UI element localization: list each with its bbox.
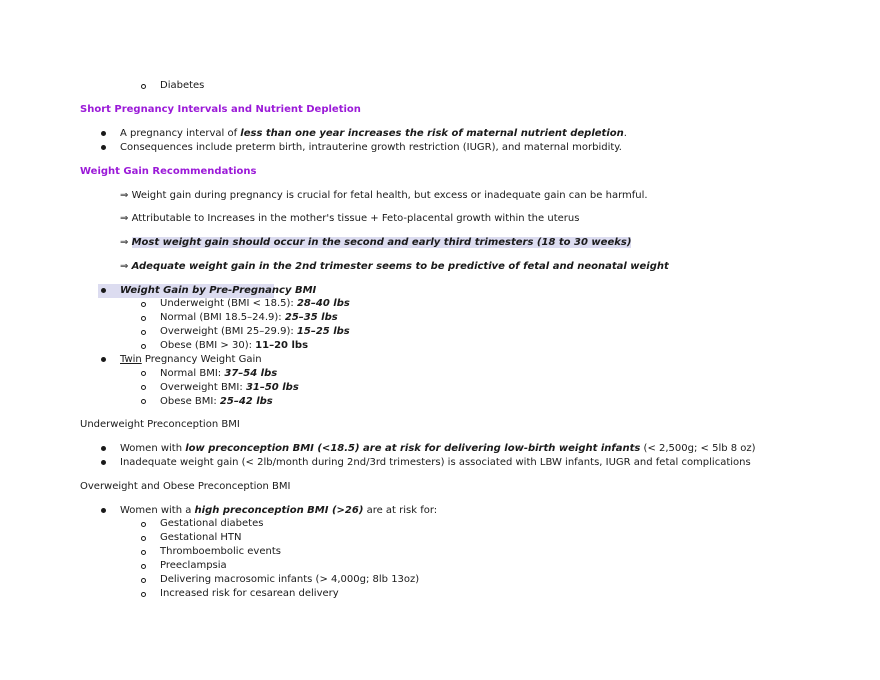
section-heading-intervals: Short Pregnancy Intervals and Nutrient Depletion	[80, 104, 361, 115]
list-item: Obese (BMI > 30): 11–20 lbs	[160, 340, 309, 351]
circle-bullet-icon	[141, 84, 146, 89]
list-item: Consequences include preterm birth, intrauterine growth restriction (IUGR), and maternal morbidity.	[120, 142, 622, 153]
list-item: Overweight (BMI 25–29.9): 15–25 lbs	[160, 326, 350, 337]
section-heading-underweight: Underweight Preconception BMI	[80, 419, 240, 430]
arrow-paragraph: ⇒ Most weight gain should occur in the second and early third trimesters (18 to 30 weeks)	[120, 237, 632, 248]
list-item: Inadequate weight gain (< 2lb/month during 2nd/3rd trimesters) is associated with LBW infants, IUGR and fetal complications	[120, 457, 751, 468]
section-heading-overweight: Overweight and Obese Preconception BMI	[80, 481, 291, 492]
circle-bullet-icon	[141, 385, 146, 390]
circle-bullet-icon	[141, 330, 146, 335]
arrow-paragraph: ⇒ Weight gain during pregnancy is crucial for fetal health, but excess or inadequate gain can be harmful.	[120, 190, 648, 201]
list-item: Diabetes	[160, 80, 205, 91]
circle-bullet-icon	[141, 399, 146, 404]
circle-bullet-icon	[141, 536, 146, 541]
bullet-icon	[101, 288, 106, 293]
list-item: Normal BMI: 37–54 lbs	[160, 368, 278, 379]
bullet-icon	[101, 357, 106, 362]
circle-bullet-icon	[141, 564, 146, 569]
bullet-icon	[101, 446, 106, 451]
list-item: A pregnancy interval of less than one year increases the risk of maternal nutrient depletion.	[120, 128, 627, 139]
list-item: Women with a high preconception BMI (>26) are at risk for:	[120, 505, 438, 516]
list-item: Preeclampsia	[160, 560, 227, 571]
section-heading-weight: Weight Gain Recommendations	[80, 166, 257, 177]
arrow-icon: ⇒	[120, 261, 129, 272]
list-item: Obese BMI: 25–42 lbs	[160, 396, 273, 407]
circle-bullet-icon	[141, 522, 146, 527]
list-item: Women with low preconception BMI (<18.5) are at risk for delivering low-birth weight infants (< 2,500g; < 5lb 8 oz)	[120, 443, 756, 454]
circle-bullet-icon	[141, 344, 146, 349]
list-item: Gestational HTN	[160, 532, 242, 543]
circle-bullet-icon	[141, 302, 146, 307]
bullet-icon	[101, 460, 106, 465]
list-title-bmi: Weight Gain by Pre-Pregnancy BMI	[120, 285, 317, 296]
bullet-icon	[101, 508, 106, 513]
list-item: Increased risk for cesarean delivery	[160, 588, 339, 599]
list-item: Thromboembolic events	[160, 546, 281, 557]
arrow-icon: ⇒	[120, 237, 129, 248]
circle-bullet-icon	[141, 592, 146, 597]
arrow-paragraph: ⇒ Attributable to Increases in the mother's tissue + Feto-placental growth within the uterus	[120, 213, 580, 224]
list-item: Underweight (BMI < 18.5): 28–40 lbs	[160, 298, 350, 309]
circle-bullet-icon	[141, 578, 146, 583]
arrow-paragraph: ⇒ Adequate weight gain in the 2nd trimester seems to be predictive of fetal and neonatal weight	[120, 261, 669, 272]
arrow-icon: ⇒	[120, 190, 129, 201]
list-item: Overweight BMI: 31–50 lbs	[160, 382, 299, 393]
list-item: Delivering macrosomic infants (> 4,000g; 8lb 13oz)	[160, 574, 420, 585]
list-title-twin: Twin Pregnancy Weight Gain	[120, 354, 262, 365]
arrow-icon: ⇒	[120, 213, 129, 224]
circle-bullet-icon	[141, 371, 146, 376]
list-item: Gestational diabetes	[160, 518, 264, 529]
circle-bullet-icon	[141, 550, 146, 555]
bullet-icon	[101, 131, 106, 136]
list-item: Normal (BMI 18.5–24.9): 25–35 lbs	[160, 312, 338, 323]
bullet-icon	[101, 145, 106, 150]
circle-bullet-icon	[141, 316, 146, 321]
